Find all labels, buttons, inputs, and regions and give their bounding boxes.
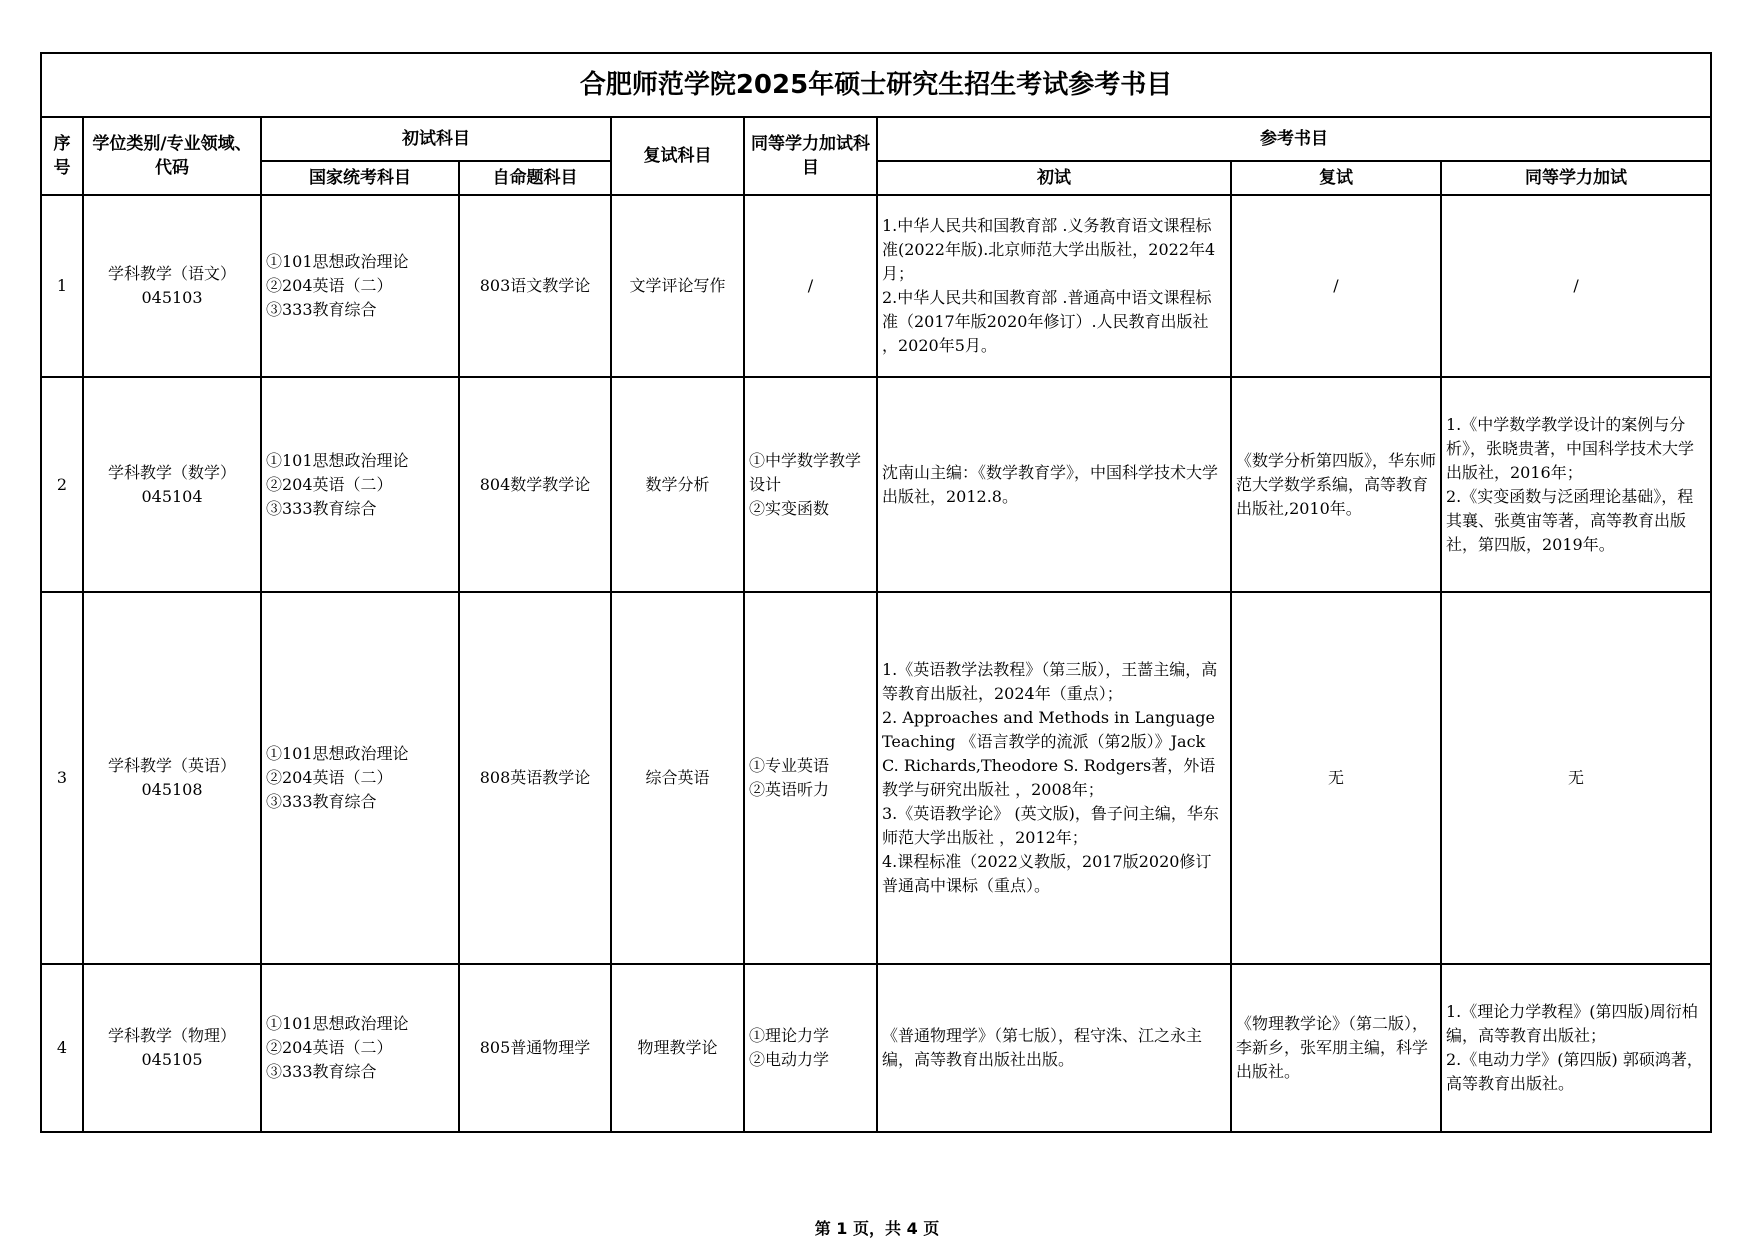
table-row [41, 592, 1711, 964]
degree-cell: 学科教学（英语） 045108 [83, 592, 261, 964]
header-seq: 序号 [41, 117, 83, 195]
national-subject-cell: ①101思想政治理论 ②204英语（二） ③333教育综合 [261, 592, 459, 964]
national-subject-cell: ①101思想政治理论 ②204英语（二） ③333教育综合 [261, 964, 459, 1132]
header-self-subject: 自命题科目 [459, 161, 611, 195]
equiv-subject-cell: ①理论力学 ②电动力学 [744, 964, 877, 1132]
table-row [41, 964, 1711, 1132]
equiv-subject-cell: / [744, 195, 877, 377]
degree-cell: 学科教学（语文） 045103 [83, 195, 261, 377]
reference-book-table [40, 52, 1712, 1133]
retest-subject-cell: 数学分析 [611, 377, 744, 592]
ref-initial-cell: 1.中华人民共和国教育部 .义务教育语文课程标准(2022年版).北京师范大学出版社，2022年4月； 2.中华人民共和国教育部 .普通高中语文课程标准（2017年版2020年修订）.人民教育出版社 ，2020年5月。 [877, 195, 1231, 377]
retest-subject-cell: 物理教学论 [611, 964, 744, 1132]
equiv-subject-cell: ①专业英语 ②英语听力 [744, 592, 877, 964]
header-national-subject: 国家统考科目 [261, 161, 459, 195]
page-title: 合肥师范学院2025年硕士研究生招生考试参考书目 [41, 53, 1711, 117]
ref-equiv-cell: / [1441, 195, 1711, 377]
seq-cell: 3 [41, 592, 83, 964]
ref-retest-cell: 《数学分析第四版》，华东师范大学数学系编，高等教育出版社,2010年。 [1231, 377, 1441, 592]
ref-initial-cell: 沈南山主编：《数学教育学》，中国科学技术大学出版社，2012.8。 [877, 377, 1231, 592]
header-retest-subject: 复试科目 [611, 117, 744, 195]
header-ref-retest: 复试 [1231, 161, 1441, 195]
header-ref-initial: 初试 [877, 161, 1231, 195]
header-equiv-subject: 同等学力加试科目 [744, 117, 877, 195]
self-subject-cell: 808英语教学论 [459, 592, 611, 964]
national-subject-cell: ①101思想政治理论 ②204英语（二） ③333教育综合 [261, 377, 459, 592]
header-degree: 学位类别/专业领域、代码 [83, 117, 261, 195]
ref-initial-cell: 1.《英语教学法教程》（第三版），王蔷主编，高等教育出版社，2024年（重点）； 2. Approaches and Methods in Language Teaching 《语言教学的流派（第2版）》Jack C. Richards,Theodore S. Rodgers著，外语教学与研究出版社 ，2008年； 3.《英语教学论》 (英文版)，鲁子问主编，华东师范大学出版社 ，2012年； 4.课程标准（2022义教版，2017版2020修订普通高中课标（重点）。 [877, 592, 1231, 964]
ref-retest-cell: 无 [1231, 592, 1441, 964]
ref-initial-cell: 《普通物理学》（第七版），程守洙、江之永主编，高等教育出版社出版。 [877, 964, 1231, 1132]
header-reference-books: 参考书目 [877, 117, 1711, 161]
ref-equiv-cell: 无 [1441, 592, 1711, 964]
equiv-subject-cell: ①中学数学教学设计 ②实变函数 [744, 377, 877, 592]
degree-cell: 学科教学（物理） 045105 [83, 964, 261, 1132]
seq-cell: 4 [41, 964, 83, 1132]
seq-cell: 1 [41, 195, 83, 377]
page-number-footer: 第 1 页，共 4 页 [814, 1219, 940, 1238]
self-subject-cell: 805普通物理学 [459, 964, 611, 1132]
retest-subject-cell: 综合英语 [611, 592, 744, 964]
retest-subject-cell: 文学评论写作 [611, 195, 744, 377]
ref-equiv-cell: 1.《理论力学教程》(第四版)周衍柏编，高等教育出版社； 2.《电动力学》(第四版) 郭硕鸿著，高等教育出版社。 [1441, 964, 1711, 1132]
self-subject-cell: 803语文教学论 [459, 195, 611, 377]
ref-retest-cell: / [1231, 195, 1441, 377]
header-ref-equiv: 同等学力加试 [1441, 161, 1711, 195]
header-initial-subjects: 初试科目 [261, 117, 611, 161]
ref-retest-cell: 《物理教学论》（第二版），李新乡，张军朋主编，科学出版社。 [1231, 964, 1441, 1132]
ref-equiv-cell: 1.《中学数学教学设计的案例与分析》，张晓贵著，中国科学技术大学出版社，2016年； 2.《实变函数与泛函理论基础》，程其襄、张奠宙等著，高等教育出版社，第四版，2019年。 [1441, 377, 1711, 592]
national-subject-cell: ①101思想政治理论 ②204英语（二） ③333教育综合 [261, 195, 459, 377]
self-subject-cell: 804数学教学论 [459, 377, 611, 592]
seq-cell: 2 [41, 377, 83, 592]
table-row [41, 377, 1711, 592]
table-row [41, 195, 1711, 377]
degree-cell: 学科教学（数学） 045104 [83, 377, 261, 592]
